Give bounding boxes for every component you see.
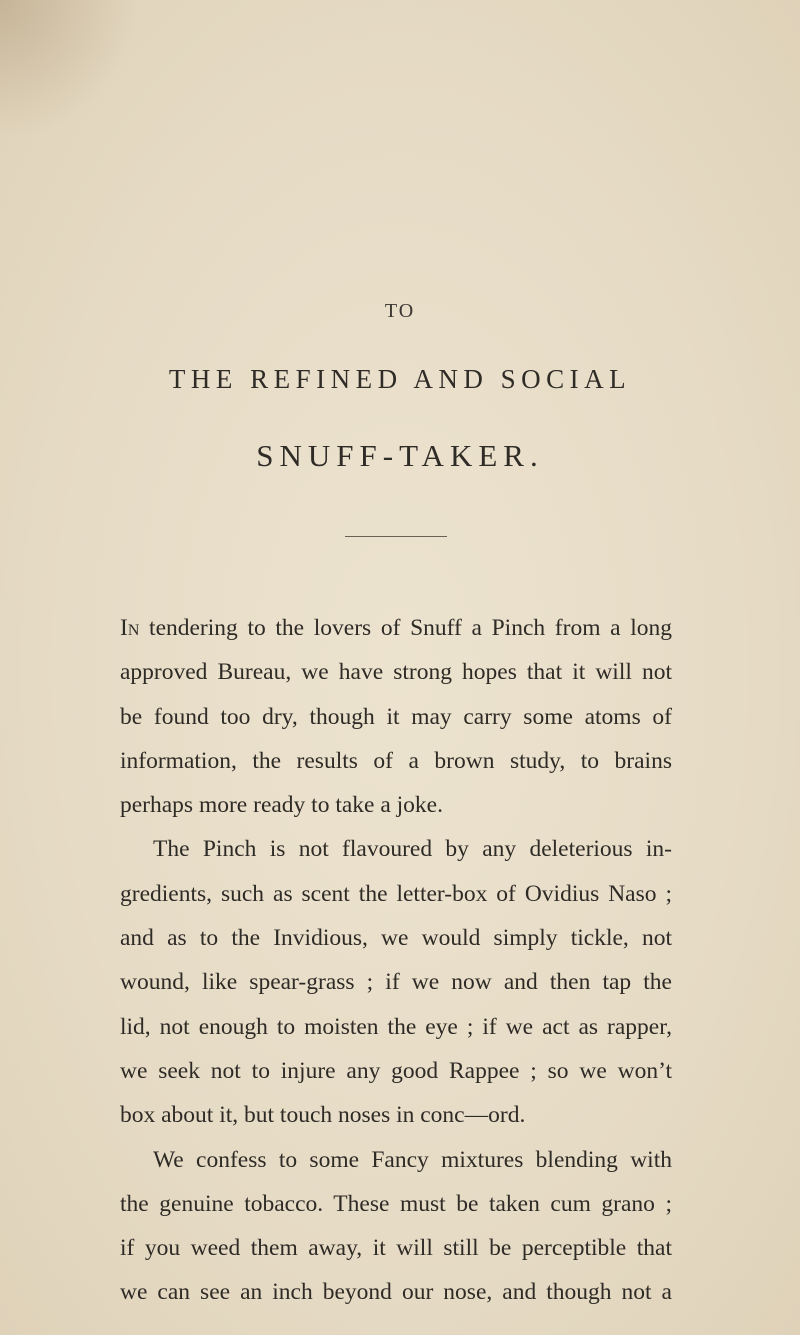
body-text	[120, 606, 672, 1315]
text-line: wound, like spear-grass ; if we now and then tap the	[120, 969, 672, 996]
text-line	[120, 606, 672, 650]
text-line: lid, not enough to moisten the eye ; if we act as rapper,	[120, 1013, 672, 1040]
text-line: the genuine tobacco. These must be taken cum grano ;	[120, 1190, 672, 1217]
text-line: gredients, such as scent the letter-box of Ovidius Naso ;	[120, 880, 672, 907]
dropcap: In	[120, 615, 140, 641]
page-corner-stain	[0, 0, 140, 140]
text-line: information, the results of a brown study, to brains	[120, 747, 672, 774]
title-line-2: SNUFF-TAKER.	[256, 438, 544, 473]
text-line: The Pinch is not flavoured by any deleterious in-	[153, 836, 672, 863]
dedication-heading: TO	[384, 300, 416, 322]
text-line: if you weed them away, it will still be perceptible that	[120, 1235, 672, 1262]
text-line: we seek not to injure any good Rappee ; so we won’t	[120, 1057, 672, 1084]
text-line: be found too dry, though it may carry some atoms of	[120, 703, 672, 730]
text-line: and as to the Invidious, we would simply tickle, not	[120, 925, 672, 952]
text-line: perhaps more ready to take a joke.	[120, 792, 443, 819]
text-line: We confess to some Fancy mixtures blending with	[153, 1146, 672, 1173]
text-line: box about it, but touch noses in conc—ord.	[120, 1102, 526, 1129]
text-line: approved Bureau, we have strong hopes that it will not	[120, 659, 672, 686]
title-divider-rule	[345, 536, 447, 537]
text-fragment: tendering to the lovers of Snuff a Pinch from a long	[139, 615, 672, 641]
text-line: we can see an inch beyond our nose, and though not a	[120, 1279, 672, 1306]
title-line-1: THE REFINED AND SOCIAL	[168, 364, 632, 394]
